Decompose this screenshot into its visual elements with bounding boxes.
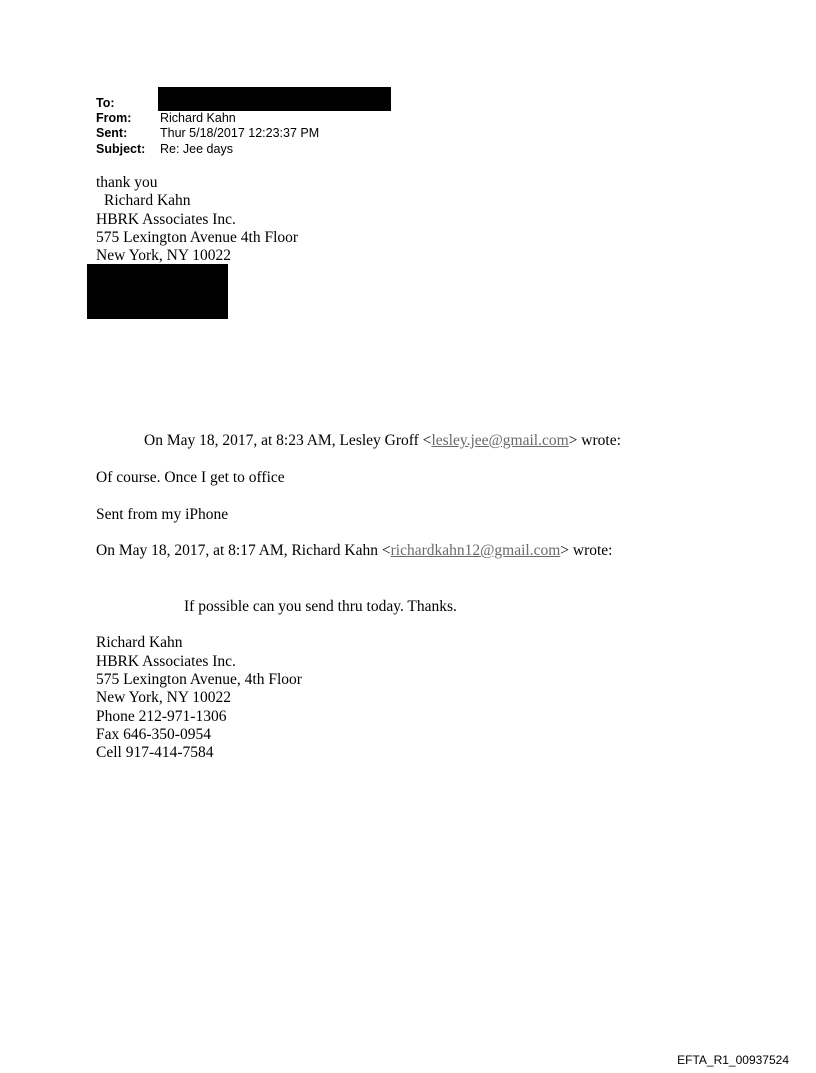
quote1-email-link[interactable]: lesley.jee@gmail.com — [431, 432, 569, 449]
reply-body: thank you — [96, 174, 158, 191]
sent-label: Sent: — [96, 126, 128, 140]
reply-signature-name: Richard Kahn — [104, 192, 191, 209]
quote2-signature-name: Richard Kahn — [96, 634, 183, 651]
quote2-body: If possible can you send thru today. Thanks. — [184, 598, 457, 615]
quote1-intro-pre: On May 18, 2017, at 8:23 AM, Lesley Groff < — [144, 432, 432, 449]
quote1-body: Of course. Once I get to office — [96, 469, 285, 486]
from-value: Richard Kahn — [160, 111, 236, 125]
quote2-signature-company: HBRK Associates Inc. — [96, 653, 236, 670]
document-id: EFTA_R1_00937524 — [677, 1053, 789, 1067]
subject-value: Re: Jee days — [160, 142, 233, 156]
quote2-email-link[interactable]: richardkahn12@gmail.com — [390, 542, 561, 559]
from-label: From: — [96, 111, 132, 125]
to-label: To: — [96, 96, 115, 110]
quote2-signature-fax: Fax 646-350-0954 — [96, 726, 211, 743]
quote2-signature-city: New York, NY 10022 — [96, 689, 232, 706]
sent-value: Thur 5/18/2017 12:23:37 PM — [160, 126, 320, 140]
quote1-intro — [144, 432, 621, 451]
quote2-intro-pre: On May 18, 2017, at 8:17 AM, Richard Kahn < — [96, 542, 391, 559]
reply-signature-address: 575 Lexington Avenue 4th Floor — [96, 229, 299, 246]
reply-signature-company: HBRK Associates Inc. — [96, 211, 236, 228]
quote1-sent-from: Sent from my iPhone — [96, 506, 229, 523]
quote2-signature-address: 575 Lexington Avenue, 4th Floor — [96, 671, 302, 688]
quote2-intro — [96, 542, 612, 561]
quote2-signature-cell: Cell 917-414-7584 — [96, 744, 214, 761]
subject-label: Subject: — [96, 142, 146, 156]
quote2-intro-post: > wrote: — [560, 542, 613, 559]
quote2-signature-phone: Phone 212-971-1306 — [96, 708, 227, 725]
redaction-to-field — [158, 87, 391, 111]
quote1-intro-post: > wrote: — [568, 432, 621, 449]
reply-signature-city: New York, NY 10022 — [96, 247, 232, 264]
redaction-signature-contact — [87, 264, 228, 319]
